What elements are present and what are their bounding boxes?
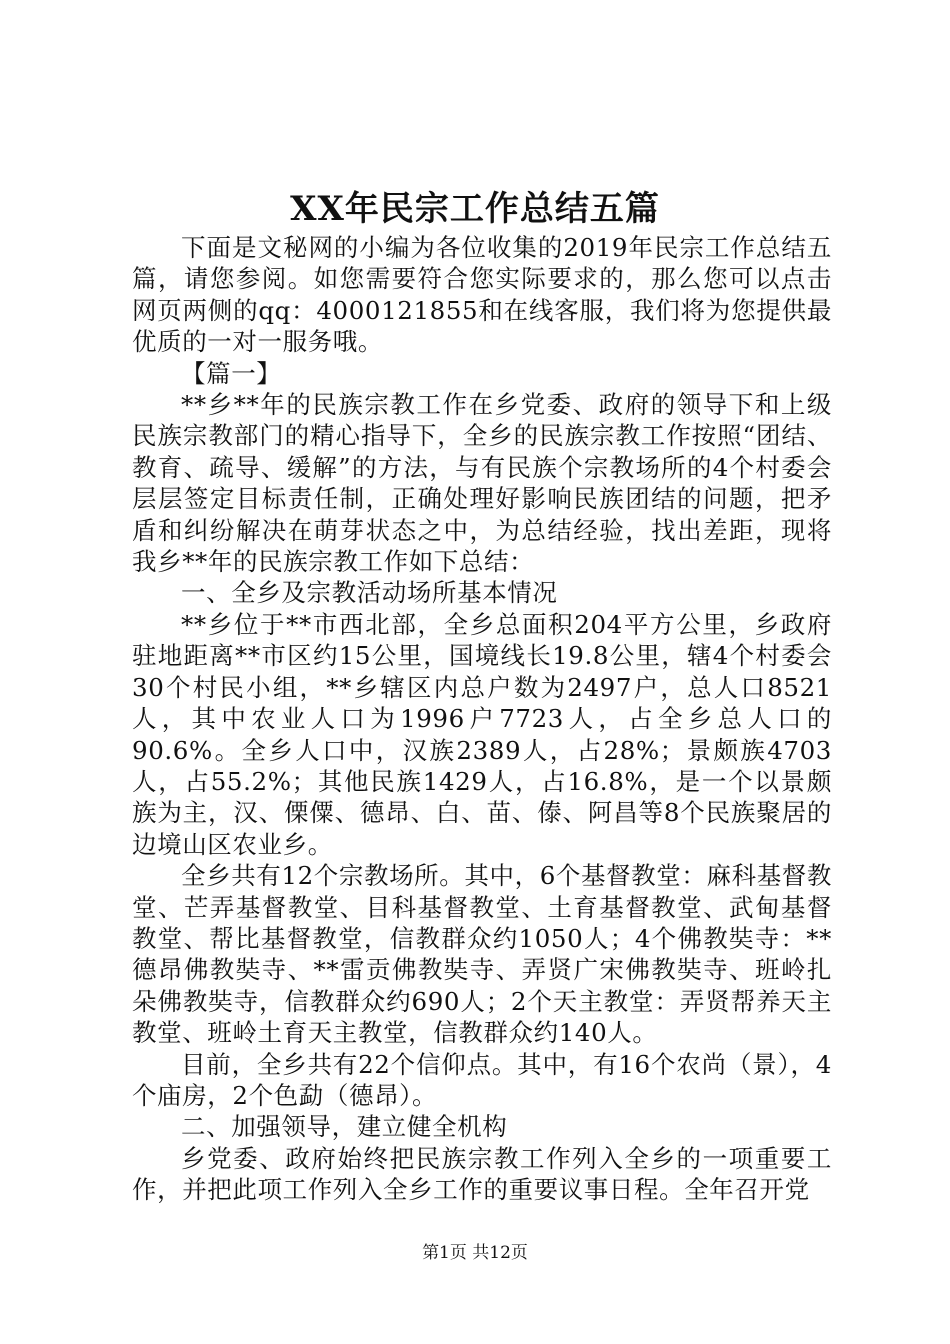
paragraph-belief-points: 目前，全乡共有22个信仰点。其中，有16个农尚（景），4个庙房，2个色勐（德昂）。 (132, 1049, 832, 1110)
section-heading-part-one: 【篇一】 (181, 358, 282, 388)
intro-paragraph: 下面是文秘网的小编为各位收集的2019年民宗工作总结五篇，请您参阅。如您需要符合您实际要求的，那么您可以点击网页两侧的qq：4000121855和在线客服，我们将为您提供最优质的一对一服务哦。 (132, 233, 832, 357)
paragraph-religious-sites: 全乡共有12个宗教场所。其中，6个基督教堂：麻科基督教堂、芒弄基督教堂、目科基督教堂、土育基督教堂、武甸基督教堂、帮比基督教堂，信教群众约1050人；4个佛教奘寺：**德昂佛教奘寺、**雷贡佛教奘寺、弄贤广宋佛教奘寺、班岭扎朵佛教奘寺，信教群众约690人；2个天主教堂：弄贤帮养天主教堂、班岭土育天主教堂，信教群众约140人。 (132, 861, 832, 1048)
paragraph-township-overview: **乡位于**市西北部，全乡总面积204平方公里，乡政府驻地距离**市区约15公里，国境线长19.8公里，辖4个村委会30个村民小组，**乡辖区内总户数为2497户，总人口8521人，其中农业人口为1996户7723人，占全乡总人口的90.6%。全乡人口中，汉族2389人，占28%；景颇族4703人，占55.2%；其他民族1429人，占16.8%，是一个以景颇族为主，汉、傈僳、德昂、白、苗、傣、阿昌等8个民族聚居的边境山区农业乡。 (132, 609, 832, 859)
document-title: XX年民宗工作总结五篇 (290, 189, 660, 229)
document-body (132, 232, 832, 1206)
section-heading-leadership: 二、加强领导，建立健全机构 (181, 1112, 508, 1142)
paragraph-summary-intro: **乡**年的民族宗教工作在乡党委、政府的领导下和上级民族宗教部门的精心指导下，全乡的民族宗教工作按照“团结、教育、疏导、缓解”的方法，与有民族个宗教场所的4个村委会层层签定目标责任制，正确处理好影响民族团结的问题，把矛盾和纠纷解决在萌芽状态之中，为总结经验，找出差距，现将我乡**年的民族宗教工作如下总结： (132, 390, 832, 577)
section-heading-basic-situation: 一、全乡及宗教活动场所基本情况 (181, 578, 558, 608)
paragraph-leadership: 乡党委、政府始终把民族宗教工作列入全乡的一项重要工作，并把此项工作列入全乡工作的重要议事日程。全年召开党 (132, 1143, 832, 1205)
page-number-footer: 第1页 共12页 (422, 1243, 528, 1263)
